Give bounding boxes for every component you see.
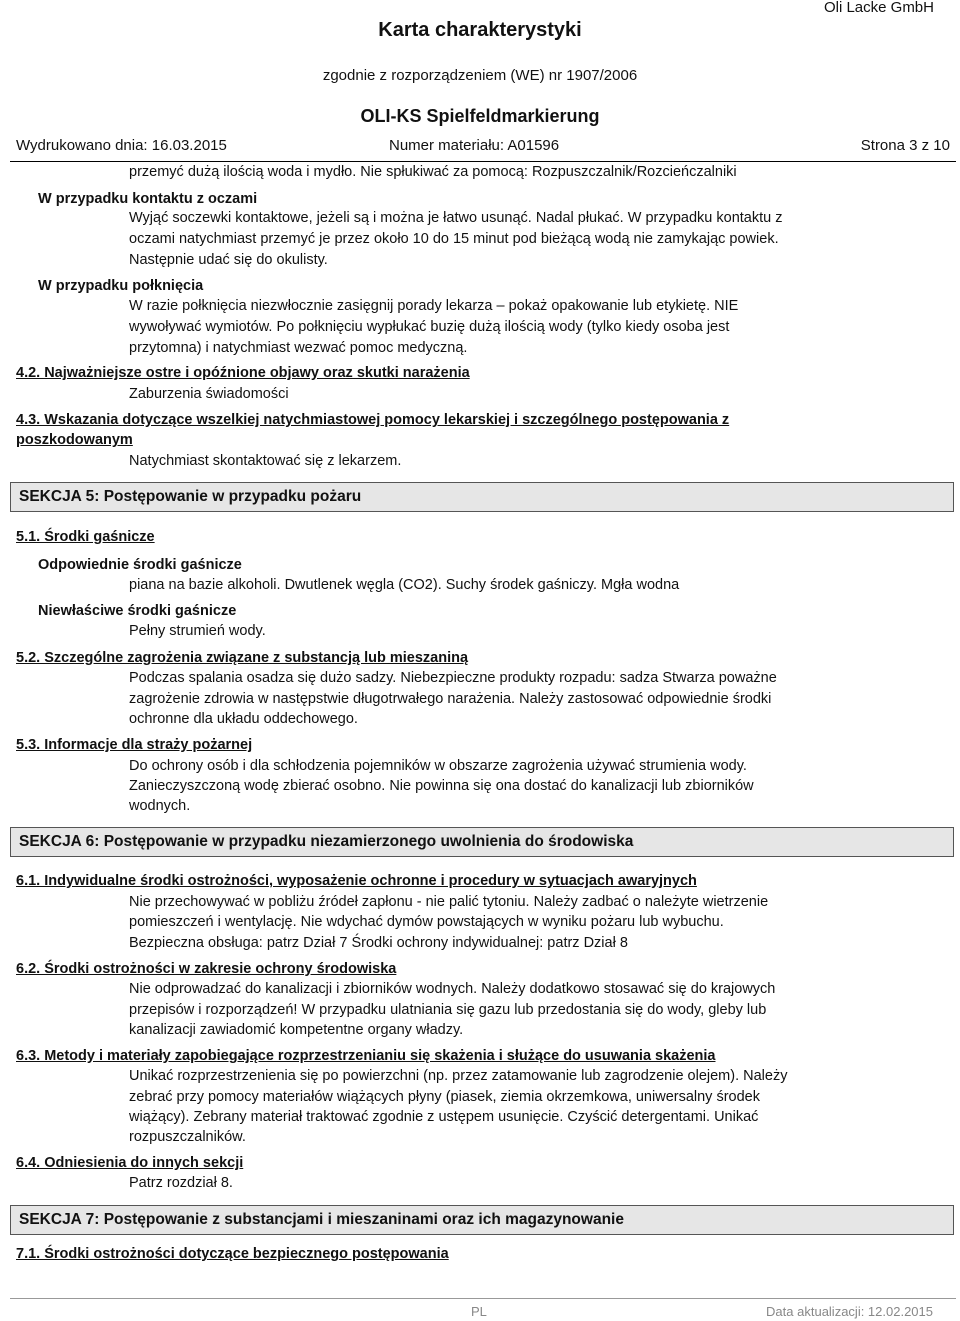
swallow-label: W przypadku połknięcia (38, 278, 204, 294)
page-number: Strona 3 z 10 (860, 137, 950, 154)
subsection-5-2-line: Podczas spalania osadza się dużo sadzy. Niebezpieczne produkty rozpadu: sadza Stwarza poważne (129, 670, 777, 686)
subsection-5-2-line: ochronne dla układu oddechowego. (129, 711, 358, 727)
subsection-5-3-line: wodnych. (129, 798, 191, 814)
subsection-5-2-line: zagrożenie zdrowia w następstwie długotrwałego narażenia. Należy zastosować odpowiednie środki (129, 691, 772, 707)
eye-contact-line: oczami natychmiast przemyć je przez około 10 do 15 minut pod bieżącą wodą nie zamykając powiek. (129, 231, 779, 247)
suitable-media-text: piana na bazie alkoholi. Dwutlenek węgla (CO2). Suchy środek gaśniczy. Mgła wodna (129, 577, 680, 593)
company-name: Oli Lacke GmbH (823, 0, 934, 16)
footer-update-date: Data aktualizacji: 12.02.2015 (766, 1304, 933, 1319)
printed-date: Wydrukowano dnia: 16.03.2015 (16, 137, 227, 154)
eye-contact-label: W przypadku kontaktu z oczami (38, 191, 258, 207)
subsection-6-1-title: 6.1. Indywidualne środki ostrożności, wyposażenie ochronne i procedury w sytuacjach awaryjnych (16, 873, 697, 889)
subsection-6-4-title: 6.4. Odniesienia do innych sekcji (16, 1155, 244, 1171)
subsection-6-3-title: 6.3. Metody i materiały zapobiegające rozprzestrzenianiu się skażenia i służące do usuwania skażenia (16, 1048, 716, 1064)
subsection-6-1-line: Nie przechowywać w pobliżu źródeł zapłonu - nie palić tytoniu. Należy zadbać o należyte wietrzenie (129, 894, 769, 910)
subsection-6-1-line: pomieszczeń i wentylację. Nie wdychać dymów powstających w wyniku pożaru lub wybuchu. (129, 914, 724, 930)
subsection-6-3-line: rozpuszczalników. (129, 1129, 246, 1145)
subsection-4-2-title: 4.2. Najważniejsze ostre i opóźnione objawy oraz skutki narażenia (16, 365, 470, 381)
subsection-6-2-title: 6.2. Środki ostrożności w zakresie ochrony środowiska (16, 961, 397, 977)
document-title: Karta charakterystyki (378, 19, 582, 41)
subsection-6-2-line: kanalizacji zawiadomić kompetentne organy władzy. (129, 1022, 464, 1038)
unsuitable-media-label: Niewłaściwe środki gaśnicze (38, 603, 237, 619)
section-6-heading: SEKCJA 6: Postępowanie w przypadku niezamierzonego uwolnienia do środowiska (10, 827, 954, 857)
subsection-6-3-line: wiążący). Zebrany materiał traktować zgodnie z ustępem usunięcie. Czyścić detergentami. Unikać (129, 1109, 759, 1125)
subsection-6-3-line: Unikać rozprzestrzenienia się po powierzchni (np. przez zatamowanie lub zagrodzenie olejem). Należy (129, 1068, 788, 1084)
subsection-4-2-text: Zaburzenia świadomości (129, 386, 289, 402)
subsection-5-3-line: Zanieczyszczoną wodę zbierać osobno. Nie powinna się ona dostać do kanalizacji lub zbiorników (129, 778, 754, 794)
swallow-line: przytomna) i natychmiast wezwać pomoc medyczną. (129, 340, 468, 356)
subsection-4-3-title: 4.3. Wskazania dotyczące wszelkiej natychmiastowej pomocy lekarskiej i szczególnego postępowania z (16, 412, 730, 428)
subsection-4-3-text: Natychmiast skontaktować się z lekarzem. (129, 453, 402, 469)
section-5-heading: SEKCJA 5: Postępowanie w przypadku pożaru (10, 482, 954, 512)
swallow-line: wywoływać wymiotów. Po połknięciu wypłukać buzię dużą ilością wody (tylko kiedy osoba jest (129, 319, 730, 335)
swallow-line: W razie połknięcia niezwłocznie zasięgnij porady lekarza – pokaż opakowanie lub etykietę. NIE (129, 298, 739, 314)
product-name: OLI-KS Spielfeldmarkierung (360, 106, 600, 126)
subsection-5-1-title: 5.1. Środki gaśnicze (16, 529, 155, 545)
suitable-media-label: Odpowiednie środki gaśnicze (38, 557, 242, 573)
eye-contact-line: Następnie udać się do okulisty. (129, 252, 328, 268)
subsection-7-1-title: 7.1. Środki ostrożności dotyczące bezpiecznego postępowania (16, 1246, 449, 1262)
subsection-6-4-text: Patrz rozdział 8. (129, 1175, 233, 1191)
material-number: Numer materiału: A01596 (389, 137, 560, 154)
footer-divider (10, 1298, 956, 1299)
subsection-6-2-line: przepisów i rozporządzeń! W przypadku ulatniania się gazu lub przedostania się do wody, gleby lub (129, 1002, 767, 1018)
unsuitable-media-text: Pełny strumień wody. (129, 623, 266, 639)
regulation-reference: zgodnie z rozporządzeniem (WE) nr 1907/2006 (322, 67, 638, 84)
subsection-6-2-line: Nie odprowadzać do kanalizacji i zbiorników wodnych. Należy dodatkowo stosawać się do krajowych (129, 981, 776, 997)
subsection-4-3-title: poszkodowanym (16, 432, 133, 448)
subsection-5-2-title: 5.2. Szczególne zagrożenia związane z substancją lub mieszaniną (16, 650, 469, 666)
subsection-5-3-line: Do ochrony osób i dla schłodzenia pojemników w obszarze zagrożenia używać strumienia wody. (129, 758, 747, 774)
subsection-6-3-line: zebrać przy pomocy materiałów wiążących płyny (piasek, ziemia okrzemkowa, uniwersalny środek (129, 1089, 760, 1105)
footer-language: PL (471, 1304, 487, 1319)
subsection-5-3-title: 5.3. Informacje dla straży pożarnej (16, 737, 253, 753)
eye-contact-line: Wyjąć soczewki kontaktowe, jeżeli są i można je łatwo usunąć. Nadal płukać. W przypadku kontaktu z (129, 210, 783, 226)
skin-contact-continued: przemyć dużą ilością woda i mydło. Nie spłukiwać za pomocą: Rozpuszczalnik/Rozcieńczalniki (129, 164, 737, 180)
section-7-heading: SEKCJA 7: Postępowanie z substancjami i mieszaninami oraz ich magazynowanie (10, 1205, 954, 1235)
subsection-6-1-line: Bezpieczna obsługa: patrz Dział 7 Środki ochrony indywidualnej: patrz Dział 8 (129, 935, 628, 951)
